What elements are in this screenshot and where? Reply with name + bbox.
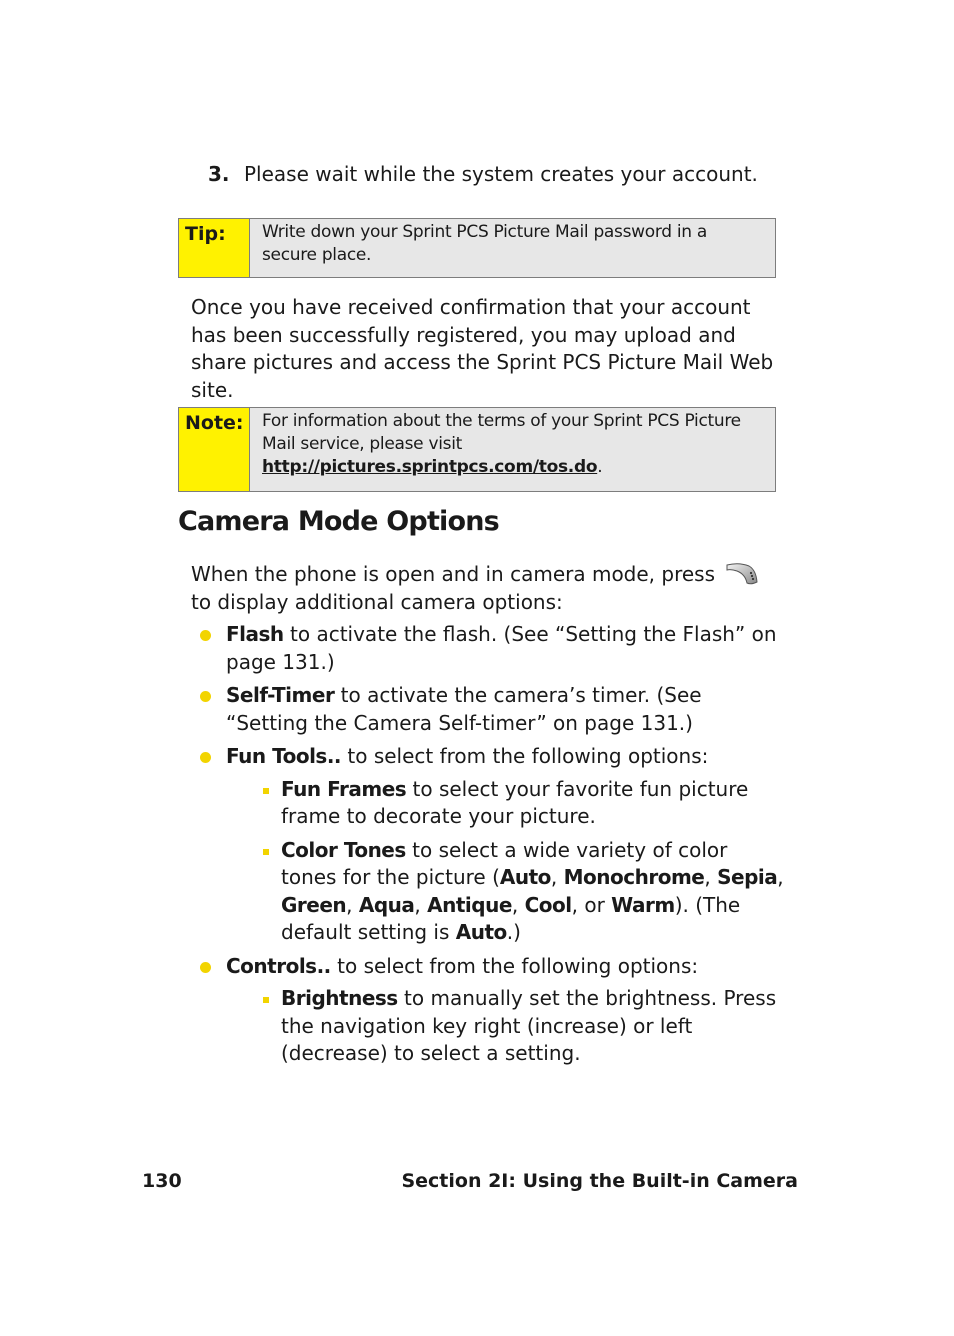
default-text: ). (The default setting is (281, 892, 741, 944)
suboption-term: Fun Frames (281, 776, 407, 801)
tone-option: Warm (611, 892, 675, 917)
option-controls (198, 953, 788, 1068)
step-text: Please wait while the system creates your account. (244, 162, 758, 186)
step-number: 3. (208, 162, 230, 186)
step-3 (208, 160, 758, 188)
terms-link[interactable]: http://pictures.sprintpcs.com/tos.do (262, 457, 598, 477)
default-value: Auto (455, 920, 507, 944)
section-title: Section 2I: Using the Built-in Camera (401, 1170, 798, 1192)
page-number: 130 (142, 1170, 182, 1192)
bullet-square-icon (263, 788, 269, 794)
tone-option: Antique (427, 892, 512, 917)
suboption-desc: to select your favorite fun picture frame to decorate your picture. (281, 776, 749, 828)
bullet-dot-icon (200, 691, 211, 702)
option-term: Fun Tools.. (226, 744, 342, 768)
or-text: , or (571, 892, 612, 917)
bullet-dot-icon (200, 630, 211, 641)
bullet-square-icon (263, 849, 269, 855)
option-desc: to activate the camera’s timer. (See “Setting the Camera Self-timer” on page 131.) (226, 683, 702, 735)
option-flash (198, 621, 788, 676)
tip-text: Write down your Sprint PCS Picture Mail password in a secure place. (262, 222, 707, 265)
suboption-color-tones: Color Tones to select a wide variety of color tones for the picture (Auto, Monochrome, Sepia, Green, Aqua, Antique, Cool, or Warm). (The default setting is Auto.) (226, 837, 788, 947)
intro-before: When the phone is open and in camera mode, press (191, 562, 716, 586)
tone-option: Cool (524, 892, 572, 917)
camera-options-list (198, 621, 788, 1074)
option-term: Self-Timer (226, 683, 335, 707)
menu-softkey-icon (725, 562, 759, 586)
suboption-fun-frames (226, 776, 788, 831)
suboption-desc: to select a wide variety of color tones for the picture ( (281, 837, 728, 889)
suboption-brightness (226, 985, 788, 1068)
suboption-desc: to manually set the brightness. Press the navigation key right (increase) or left (decrease) to select a setting. (281, 986, 777, 1065)
option-term: Flash (226, 622, 284, 646)
tip-label: Tip: (179, 219, 250, 277)
tone-option: Monochrome (563, 865, 705, 889)
end-text: .) (506, 920, 521, 944)
bullet-dot-icon (200, 752, 211, 763)
option-desc: to activate the flash. (See “Setting the Flash” on page 131.) (226, 622, 777, 674)
note-label: Note: (179, 408, 250, 491)
tone-option: Sepia (717, 865, 778, 889)
tone-option: Auto (499, 865, 551, 889)
note-box (178, 407, 776, 492)
option-fun-tools (198, 743, 788, 947)
confirmation-paragraph: Once you have received confirmation that your account has been successfully registered, you may upload and share pictures and access the Sprint PCS Picture Mail Web site. (191, 295, 774, 402)
intro-after: to display additional camera options: (191, 589, 563, 614)
option-self-timer (198, 682, 788, 737)
option-desc: to select from the following options: (330, 953, 699, 978)
tip-box (178, 218, 776, 278)
section-heading: Camera Mode Options (178, 506, 499, 537)
note-text-before: For information about the terms of your Sprint PCS Picture Mail service, please visit (262, 411, 741, 454)
option-term: Controls.. (226, 953, 331, 978)
suboption-term: Color Tones (281, 837, 406, 862)
note-text-after: . (597, 457, 603, 477)
tone-option: Green (281, 892, 347, 917)
fun-tools-sublist (226, 776, 788, 947)
intro-paragraph (191, 561, 781, 616)
bullet-dot-icon (200, 962, 211, 973)
note-text (250, 408, 775, 491)
option-desc: to select from the following options: (341, 744, 709, 768)
tone-option: Aqua (358, 892, 415, 917)
bullet-square-icon (263, 997, 269, 1003)
controls-sublist (226, 985, 788, 1068)
suboption-term: Brightness (281, 986, 398, 1010)
